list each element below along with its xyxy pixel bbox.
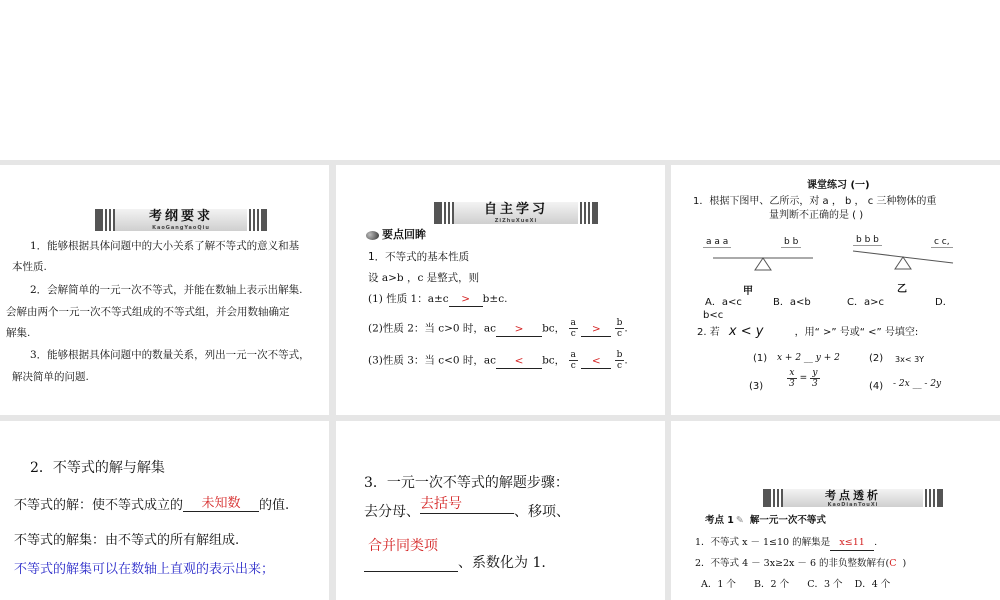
question-2: 2. 若 x < y ，用“ >” 号或“ <” 号填空: [697, 324, 919, 339]
label-jia: 甲 [743, 286, 753, 297]
q2-expression: x < y [728, 324, 764, 339]
option-c: C．a>c [847, 297, 884, 308]
item-2-label: (2) [869, 353, 884, 364]
key-question-1-answer: x≤11 [830, 536, 874, 551]
item-1-label: (1) [753, 353, 768, 364]
scale-jia [713, 258, 813, 270]
scale-2-left-pan: b b b [853, 235, 882, 246]
property-1-answer: > [449, 292, 483, 307]
scale-1-right-pan: b b [781, 237, 801, 248]
fraction-a-over-c: $\frac{a}{c}$ [570, 350, 576, 371]
solution-answer: 未知数 [183, 492, 259, 512]
key-question-2-options: A．1 个 B．2 个 C．3 个 D．4 个 [701, 579, 891, 590]
req-line-7: 解决简单的问题. [12, 371, 89, 383]
steps-answer-1: 去括号 [420, 493, 514, 514]
solution-heading: 2．不等式的解与解集 [30, 460, 165, 476]
properties-heading: 1．不等式的基本性质 [368, 251, 470, 263]
item-3-expression: $\frac{x}{3}$ = $\frac{y}{3}$ [789, 368, 818, 389]
fraction-b-over-c: $\frac{b}{c}$ [616, 350, 623, 371]
panel-self-study [336, 165, 665, 415]
property-3: (3)性质 3：当 c<0 时，ac < bc， $\frac{a}{c}$ < $\frac{b}{c}$ . [368, 350, 628, 371]
banner-subtitle: KaoDianTouXi [827, 502, 879, 508]
item-1-expression: x + 2 __ y + 2 [777, 353, 840, 363]
exercise-title: 课堂练习 (一) [807, 180, 870, 191]
property-3-answer-1: < [496, 354, 542, 369]
panel-solution-set [0, 421, 329, 600]
pen-icon: ✎ [735, 515, 744, 526]
key-question-1: 1．不等式 x － 1≤10 的解集是 x≤11 . [695, 536, 877, 551]
banner-title: 考点透析 KaoDianTouXi [783, 489, 923, 507]
fraction-a-over-c: $\frac{a}{c}$ [570, 318, 576, 339]
steps-blank-2 [364, 555, 458, 572]
req-line-2: 本性质. [12, 261, 47, 273]
solution-line-2: 不等式的解集：由不等式的所有解组成. [14, 533, 240, 548]
property-2: (2)性质 2：当 c>0 时，ac > bc， $\frac{a}{c}$ > $\frac{b}{c}$ . [368, 318, 628, 339]
banner-subtitle: KaoGangYaoQiu [152, 225, 210, 231]
option-d: D． [935, 297, 953, 308]
panel-solving-steps [336, 421, 665, 600]
banner-title: 考纲要求 KaoGangYaoQiu [115, 209, 247, 231]
item-4-label: (4) [869, 381, 884, 392]
panel-exam-requirements [0, 165, 329, 415]
bullet-icon [366, 231, 379, 240]
scale-1-left-pan: a a a [703, 237, 731, 248]
req-line-1: 1．能够根据具体问题中的大小关系了解不等式的意义和基 [30, 240, 300, 252]
top-blank-area [0, 0, 1000, 160]
section-key-points: 要点回眸 [366, 228, 426, 242]
key-question-2: 2．不等式 4 － 3x≥2x － 6 的非负整数解有(C ) [695, 558, 907, 569]
key-question-2-answer: C [889, 558, 897, 569]
req-line-6: 3．能够根据具体问题中的数量关系，列出一元一次不等式， [30, 349, 310, 361]
question-1-line-2: 量判断不正确的是 ( ) [769, 210, 864, 221]
solution-line-3: 不等式的解集可以在数轴上直观的表示出来； [14, 562, 275, 577]
item-4-expression: - 2x __ - 2y [893, 379, 942, 389]
scale-2-right-pan: c c, [931, 237, 953, 248]
option-a: A．a<c [705, 297, 742, 308]
banner-key-points [763, 489, 943, 507]
steps-line-2: 、系数化为 1. [364, 552, 546, 572]
panel-key-points-analysis [671, 421, 1000, 600]
property-1: (1) 性质 1：a±c > b±c. [368, 293, 508, 305]
label-yi: 乙 [897, 284, 907, 295]
banner-exam-requirements [95, 209, 267, 231]
fraction-b-over-c: $\frac{b}{c}$ [616, 318, 623, 339]
req-line-5: 解集. [6, 327, 31, 339]
steps-heading: 3．一元一次不等式的解题步骤： [364, 475, 569, 491]
premise-line: 设 a>b ，c 是整式，则 [368, 272, 480, 284]
question-1-line-1: 1．根据下图甲、乙所示，对 a ， b ， c 三种物体的重 [693, 196, 937, 207]
scale-yi [853, 251, 953, 269]
option-b: B．a<b [773, 297, 811, 308]
banner-subtitle: ZiZhuXueXi [494, 218, 538, 224]
req-line-3: 2．会解简单的一元一次不等式，并能在数轴上表示出解集. [30, 284, 303, 296]
req-line-4: 会解由两个一元一次不等式组成的不等式组，并会用数轴确定 [6, 306, 290, 318]
property-2-answer-1: > [496, 322, 542, 337]
steps-answer-2: 合并同类项 [368, 538, 438, 554]
property-3-answer-2: < [581, 354, 611, 369]
property-2-answer-2: > [581, 322, 611, 337]
banner-title: 自主学习 ZiZhuXueXi [454, 202, 578, 224]
item-3-label: (3) [749, 381, 764, 392]
panel-class-exercise [671, 165, 1000, 415]
topic-line: 考点 1 ✎ 解一元一次不等式 [705, 515, 826, 526]
item-2-expression: 3x< 3Y [895, 355, 925, 364]
banner-self-study [434, 202, 598, 224]
option-d-text: b<c [703, 310, 724, 321]
steps-line-1: 去分母、去括号 、移项、 [364, 501, 570, 522]
solution-line-1: 不等式的解：使不等式成立的 未知数 的值. [14, 494, 289, 514]
